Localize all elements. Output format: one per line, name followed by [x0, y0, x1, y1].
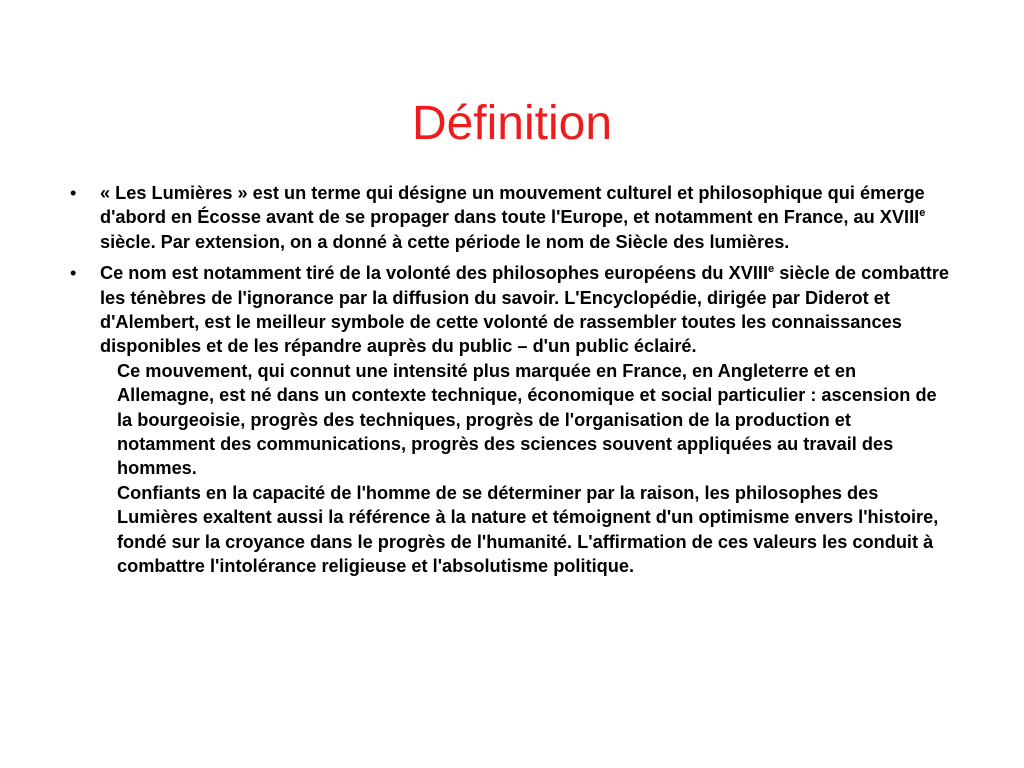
bullet-2-paragraph-2: Ce mouvement, qui connut une intensité plus marquée en France, en Angleterre et en Allemagne, est né dans un contexte technique, économique et social particulier : ascension de la bourgeoisie, progrès des techniques, progrès de l'organisation de la production et notamment des communications, progrès des sciences souvent appliquées au travail des hommes.: [117, 360, 937, 479]
bullet-1-text-part1: « Les Lumières » est un terme qui désigne un mouvement culturel et philosophique qui émerge d'abord en Écosse avant de se propager dans toute l'Europe, et notamment en France, au XVIII: [100, 183, 925, 228]
bullet-2-text-part2: siècle de combattre les ténèbres de l'ignorance par la diffusion du savoir. L'Encyclopédie, dirigée par Diderot et d'Alembert, est le meilleur symbole de cette volonté de rassembler toutes les connaissances disponibles et de les répandre auprès du public – d'un public éclairé.: [100, 263, 950, 357]
bullet-1-text: [100, 181, 950, 254]
slide-title: Définition: [411, 97, 613, 151]
bullet-1-superscript: e: [919, 207, 926, 220]
bullet-2-paragraph-3: Confiants en la capacité de l'homme de se déterminer par la raison, les philosophes des Lumières exaltent aussi la référence à la nature et témoignent d'un optimisme envers l'histoire, fondé sur la croyance dans le progrès de l'humanité. L'affirmation de ces valeurs les conduit à combattre l'intolérance religieuse et l'absolutisme politique.: [117, 482, 939, 577]
bullet-list: [70, 181, 950, 586]
bullet-2-text-part1: Ce nom est notamment tiré de la volonté des philosophes européens du XVIII: [100, 263, 769, 284]
bullet-2-superscript: e: [768, 263, 775, 276]
bullet-icon: •: [70, 263, 77, 284]
bullet-icon: •: [70, 183, 77, 203]
bullet-item-1: [70, 181, 950, 254]
bullet-item-2: [70, 261, 950, 578]
bullet-2-paragraph-1: [100, 261, 950, 359]
bullet-1-text-part2: siècle. Par extension, on a donné à cette période le nom de Siècle des lumières.: [100, 231, 790, 252]
